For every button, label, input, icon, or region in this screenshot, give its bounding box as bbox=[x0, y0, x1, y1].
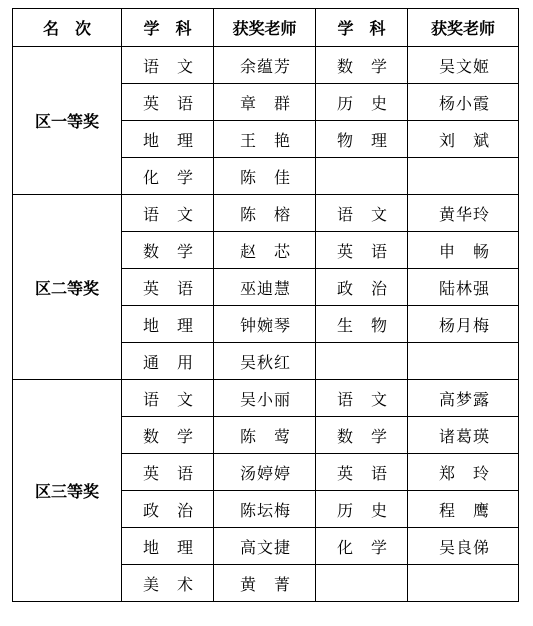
subject-cell: 政 治 bbox=[316, 269, 408, 306]
teacher-cell: 刘 斌 bbox=[408, 121, 519, 158]
subject-cell: 化 学 bbox=[122, 158, 214, 195]
teacher-cell: 程 鹰 bbox=[408, 491, 519, 528]
teacher-cell: 吴小丽 bbox=[214, 380, 316, 417]
subject-cell: 数 学 bbox=[122, 417, 214, 454]
table-row bbox=[13, 47, 519, 84]
teacher-cell: 汤婷婷 bbox=[214, 454, 316, 491]
subject-cell: 语 文 bbox=[122, 380, 214, 417]
awards-table bbox=[12, 8, 519, 602]
subject-cell: 数 学 bbox=[316, 417, 408, 454]
subject-cell: 地 理 bbox=[122, 121, 214, 158]
teacher-cell: 郑 玲 bbox=[408, 454, 519, 491]
teacher-cell: 陈 莺 bbox=[214, 417, 316, 454]
teacher-cell bbox=[408, 158, 519, 195]
subject-cell: 历 史 bbox=[316, 491, 408, 528]
teacher-cell: 赵 芯 bbox=[214, 232, 316, 269]
subject-cell: 英 语 bbox=[122, 269, 214, 306]
teacher-cell: 诸葛瑛 bbox=[408, 417, 519, 454]
teacher-cell: 吴秋红 bbox=[214, 343, 316, 380]
teacher-cell: 陈 榕 bbox=[214, 195, 316, 232]
header-subject-1: 学 科 bbox=[122, 9, 214, 47]
subject-cell: 生 物 bbox=[316, 306, 408, 343]
teacher-cell: 章 群 bbox=[214, 84, 316, 121]
subject-cell: 历 史 bbox=[316, 84, 408, 121]
teacher-cell: 黄 菁 bbox=[214, 565, 316, 602]
subject-cell: 语 文 bbox=[122, 47, 214, 84]
subject-cell: 通 用 bbox=[122, 343, 214, 380]
table-row bbox=[13, 380, 519, 417]
subject-cell: 物 理 bbox=[316, 121, 408, 158]
subject-cell: 化 学 bbox=[316, 528, 408, 565]
subject-cell bbox=[316, 565, 408, 602]
teacher-cell: 陆林强 bbox=[408, 269, 519, 306]
header-row bbox=[13, 9, 519, 47]
teacher-cell: 高梦露 bbox=[408, 380, 519, 417]
teacher-cell: 巫迪慧 bbox=[214, 269, 316, 306]
award-rank-cell: 区三等奖 bbox=[13, 380, 122, 602]
teacher-cell: 杨月梅 bbox=[408, 306, 519, 343]
subject-cell bbox=[316, 343, 408, 380]
teacher-cell: 黄华玲 bbox=[408, 195, 519, 232]
header-rank: 名 次 bbox=[13, 9, 122, 47]
subject-cell: 美 术 bbox=[122, 565, 214, 602]
teacher-cell: 高文捷 bbox=[214, 528, 316, 565]
subject-cell: 英 语 bbox=[316, 232, 408, 269]
subject-cell: 语 文 bbox=[316, 380, 408, 417]
teacher-cell: 陈 佳 bbox=[214, 158, 316, 195]
subject-cell: 英 语 bbox=[316, 454, 408, 491]
teacher-cell: 吴良俤 bbox=[408, 528, 519, 565]
subject-cell: 数 学 bbox=[122, 232, 214, 269]
header-teacher-1: 获奖老师 bbox=[214, 9, 316, 47]
teacher-cell bbox=[408, 343, 519, 380]
teacher-cell: 申 畅 bbox=[408, 232, 519, 269]
teacher-cell: 吴文姬 bbox=[408, 47, 519, 84]
subject-cell: 语 文 bbox=[122, 195, 214, 232]
awards-body bbox=[13, 47, 519, 602]
subject-cell: 英 语 bbox=[122, 84, 214, 121]
subject-cell: 地 理 bbox=[122, 528, 214, 565]
subject-cell: 政 治 bbox=[122, 491, 214, 528]
teacher-cell: 余蕴芳 bbox=[214, 47, 316, 84]
teacher-cell: 钟婉琴 bbox=[214, 306, 316, 343]
subject-cell bbox=[316, 158, 408, 195]
subject-cell: 数 学 bbox=[316, 47, 408, 84]
header-subject-2: 学 科 bbox=[316, 9, 408, 47]
teacher-cell: 王 艳 bbox=[214, 121, 316, 158]
subject-cell: 语 文 bbox=[316, 195, 408, 232]
header-teacher-2: 获奖老师 bbox=[408, 9, 519, 47]
subject-cell: 英 语 bbox=[122, 454, 214, 491]
table-row bbox=[13, 195, 519, 232]
teacher-cell bbox=[408, 565, 519, 602]
award-rank-cell: 区一等奖 bbox=[13, 47, 122, 195]
teacher-cell: 杨小霞 bbox=[408, 84, 519, 121]
award-rank-cell: 区二等奖 bbox=[13, 195, 122, 380]
subject-cell: 地 理 bbox=[122, 306, 214, 343]
teacher-cell: 陈坛梅 bbox=[214, 491, 316, 528]
